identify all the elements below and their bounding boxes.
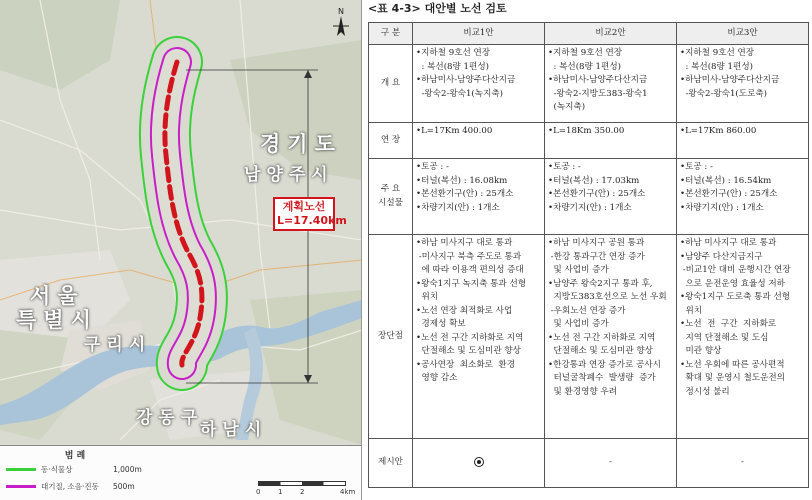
legend-item-air-noise — [6, 480, 135, 492]
row-label-overview: 개 요 — [369, 45, 413, 123]
cell-line: •지하철 9호선 연장 — [548, 48, 623, 58]
cell-length-alt2: •L=18Km 350.00 — [545, 123, 677, 159]
row-label-pros-cons: 장단점 — [369, 235, 413, 439]
legend-item-flora-fauna — [6, 463, 142, 475]
cell-line: -우회노선 연장 증가 — [548, 305, 626, 316]
cell-line: -왕숙2-지방도383-왕숙1 — [548, 88, 648, 99]
cell-line: •토공 : - — [416, 162, 449, 172]
cell-length-alt3: •L=17Km 860.00 — [677, 123, 809, 159]
legend-swatch-magenta — [6, 485, 36, 488]
cell-line: -미사지구 북측 주도로 통과 — [416, 251, 522, 262]
cell-line: 위치 — [416, 292, 439, 302]
legend-item-name: 대기질, 소음·진동 — [41, 481, 99, 491]
cell-pros-alt2 — [545, 235, 677, 439]
cell-line: 및 환경영향 우려 — [548, 386, 618, 397]
cell-line: 및 사업비 증가 — [548, 265, 609, 275]
cell-line: •노선 전 구간 지하화로 지역 — [416, 332, 524, 343]
cell-line: -왕숙2-왕숙1(도로축) — [680, 88, 768, 99]
route-box-title: 계획노선 — [282, 200, 326, 213]
north-arrow-icon — [330, 6, 352, 42]
cell-line: 영향 감소 — [416, 373, 458, 383]
cell-line: : 복선(8량 1편성) — [548, 61, 621, 72]
cell-line: 지방도383호선으로 노선 우회 — [548, 292, 667, 302]
cell-line: •터널(복선) : 16.54km — [680, 175, 772, 186]
cell-line: (녹지축) — [548, 102, 586, 112]
cell-line: •본선환기구(안) : 25개소 — [548, 189, 646, 199]
row-label-line: 시설물 — [378, 197, 403, 208]
cell-pros-alt3 — [677, 235, 809, 439]
route-map-panel — [0, 0, 362, 500]
cell-line: •한강통과 연장 증가로 공사시 — [548, 359, 661, 370]
header-alt3: 비교3안 — [677, 23, 809, 45]
cell-line: -한강 통과구간 연장 증가 — [548, 251, 645, 262]
cell-line: -왕숙2-왕숙1(녹지축) — [416, 88, 504, 99]
cell-line: •지하철 9호선 연장 — [680, 48, 755, 58]
cell-line: •터널(복선) : 17.03km — [548, 175, 640, 186]
table-row-proposal — [369, 439, 809, 488]
map-label-namyangju: 남양주시 — [244, 165, 334, 185]
cell-line: •왕숙1지구 녹지축 통과 선형 — [416, 278, 527, 289]
cell-line: 지역 단절해소 및 도심 — [680, 332, 769, 343]
row-label-main-facilities — [369, 159, 413, 235]
cell-line: •차량기지(안) : 1개소 — [680, 202, 764, 213]
cell-line: •남양주 왕숙2지구 통과 후, — [548, 278, 653, 289]
cell-overview-alt3 — [677, 45, 809, 123]
selected-circle-icon — [474, 457, 484, 467]
scale-tick: 4km — [340, 488, 356, 496]
cell-overview-alt2 — [545, 45, 677, 123]
cell-pros-alt1 — [413, 235, 545, 439]
map-label-seoul-line2: 특별시 — [16, 308, 98, 332]
cell-line: •차량기지(안) : 1개소 — [548, 202, 632, 213]
cell-line: •본선환기구(안) : 25개소 — [680, 189, 778, 199]
cell-line: •본선환기구(안) : 25개소 — [416, 189, 514, 199]
cell-line: •하남미사-남양주다산지금 — [548, 75, 648, 85]
map-label-province: 경기도 — [260, 132, 342, 156]
header-alt1: 비교1안 — [413, 23, 545, 45]
cell-line: 확대 및 운영시 철도운전의 — [680, 373, 785, 383]
cell-line: 단절해소 및 도심미관 향상 — [548, 346, 653, 356]
table-caption: <표 4-3> 대안별 노선 검토 — [368, 2, 507, 15]
map-label-seoul-line1: 서울 — [30, 284, 85, 308]
cell-line: 경제성 확보 — [416, 319, 466, 329]
cell-line: •하남 미사지구 대로 통과 — [680, 238, 777, 248]
route-length-callout — [273, 197, 347, 231]
cell-proposal-alt2: - — [545, 439, 677, 488]
map-label-gangdong: 강동구 — [136, 408, 204, 428]
route-box-length: L=17.40km — [277, 214, 347, 227]
cell-line: •노선 전 구간 지하화로 지역 — [548, 332, 656, 343]
cell-line: -비교1안 대비 운행시간 연장 — [680, 265, 791, 275]
legend-swatch-green — [6, 468, 36, 471]
cell-line: •노선 연장 최적화로 사업 — [416, 305, 513, 316]
legend-item-name: 동·식물상 — [41, 464, 73, 474]
table-header-row — [369, 23, 809, 45]
table-row-pros-cons — [369, 235, 809, 439]
scale-tick: 2 — [300, 488, 305, 496]
cell-line: •차량기지(안) : 1개소 — [416, 202, 500, 213]
cell-overview-alt1 — [413, 45, 545, 123]
cell-line: 단절해소 및 도심미관 향상 — [416, 346, 521, 356]
cell-main-alt1 — [413, 159, 545, 235]
cell-line: •하남 미사지구 공원 통과 — [548, 238, 645, 248]
cell-line: 위치 — [680, 305, 703, 316]
cell-line: •공사연장 최소화로 환경 — [416, 359, 516, 370]
map-label-hanam: 하남시 — [200, 420, 268, 440]
cell-line: •하남미사-남양주다산지금 — [680, 75, 780, 85]
cell-line: •노선 전 구간 지하화로 — [680, 319, 777, 329]
table-row-main-facilities — [369, 159, 809, 235]
cell-line: •남양주 다산지금지구 — [680, 251, 763, 262]
cell-length-alt1: •L=17Km 400.00 — [413, 123, 545, 159]
scale-bar — [258, 481, 346, 486]
cell-line: : 복선(8량 1편성) — [680, 61, 753, 72]
cell-line: •하남 미사지구 대로 통과 — [416, 238, 513, 248]
row-label-length: 연 장 — [369, 123, 413, 159]
map-legend — [0, 445, 362, 500]
cell-line: •노선 우회에 따른 공사편적 — [680, 359, 785, 370]
map-label-guri: 구리시 — [84, 335, 152, 355]
cell-proposal-alt1 — [413, 439, 545, 488]
cell-line: •터널(복선) : 16.08km — [416, 175, 508, 186]
cell-line: 미관 향상 — [680, 346, 722, 356]
header-category: 구 분 — [369, 23, 413, 45]
cell-line: •하남미사-남양주다산지금 — [416, 75, 516, 85]
scale-tick: 0 — [256, 488, 261, 496]
cell-main-alt2 — [545, 159, 677, 235]
cell-line: 정시성 불리 — [680, 386, 730, 397]
header-alt2: 비교2안 — [545, 23, 677, 45]
compass-letter: N — [338, 7, 344, 16]
cell-line: 터널굴착폐수 발생량 증가 — [548, 373, 656, 383]
cell-line: •왕숙1지구 도로축 통과 선형 — [680, 292, 791, 302]
legend-item-value: 1,000m — [113, 464, 142, 474]
table-row-length — [369, 123, 809, 159]
alternative-comparison-table — [368, 22, 809, 488]
cell-line: •토공 : - — [548, 162, 581, 172]
cell-line: 으로 운전운영 효율성 저하 — [680, 278, 785, 289]
cell-line: 및 사업비 증가 — [548, 319, 609, 329]
cell-line: 에 따라 이용객 편의성 증대 — [416, 265, 524, 275]
table-row-overview — [369, 45, 809, 123]
scale-tick: 1 — [278, 488, 283, 496]
legend-title: 범 례 — [64, 451, 86, 461]
row-label-proposal: 제시안 — [369, 439, 413, 488]
row-label-line: 주 요 — [380, 184, 401, 194]
cell-proposal-alt3: - — [677, 439, 809, 488]
cell-line: : 복선(8량 1편성) — [416, 61, 489, 72]
cell-line: •토공 : - — [680, 162, 713, 172]
cell-line: •지하철 9호선 연장 — [416, 48, 491, 58]
cell-main-alt3 — [677, 159, 809, 235]
legend-item-value: 500m — [113, 481, 135, 491]
